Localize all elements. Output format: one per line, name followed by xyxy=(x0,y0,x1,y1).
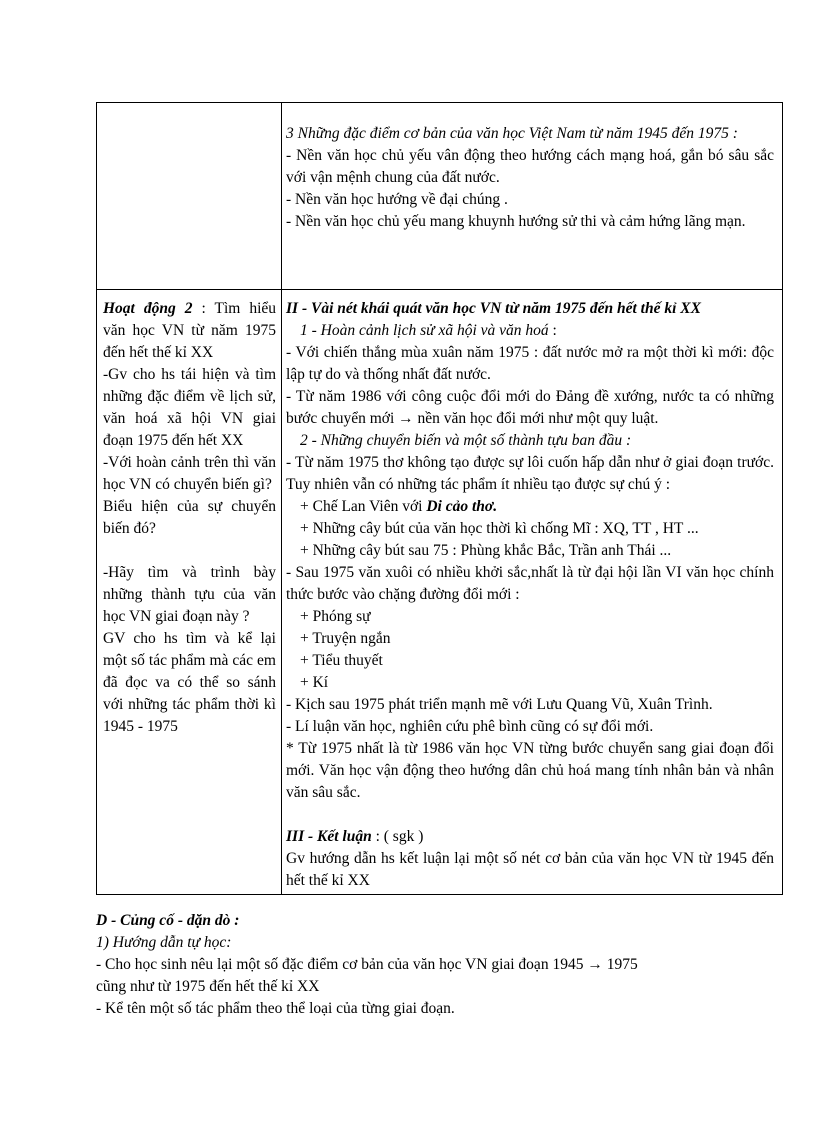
section-2-sub1 xyxy=(286,320,774,342)
paragraph: * Từ 1975 nhất là từ 1986 văn học VN từng bước chuyển sang giai đoạn đổi mới. Văn học vận động theo hướng dân chủ hoá mang tính nhân bản và nhân văn sâu sắc. xyxy=(286,740,774,801)
footer-heading: D - Củng cố - dặn dò : xyxy=(96,912,240,929)
section-3-item: - Nền văn học chủ yếu vân động theo hướng cách mạng hoá, gắn bó sâu sắc với vận mệnh chung của đất nước. xyxy=(286,147,774,186)
poet-name: + Chế Lan Viên với xyxy=(300,498,427,515)
sub1-text: 1 - Hoàn cảnh lịch sử xã hội và văn hoá xyxy=(300,322,549,339)
footer-line: - Kể tên một số tác phẩm theo thể loại của từng giai đoạn. xyxy=(96,1000,455,1017)
activity-2-question: -Với hoàn cảnh trên thì văn học VN có chuyển biến gì? xyxy=(103,454,276,493)
genre-item: + Kí xyxy=(300,674,329,691)
poet-item xyxy=(286,496,774,518)
activity-2-intro-text: : Tìm hiểu văn học VN từ năm 1975 đến hết thế kỉ XX xyxy=(103,300,277,361)
paragraph: - Từ năm 1975 thơ không tạo được sự lôi cuốn hấp dẫn như ở giai đoạn trước. Tuy nhiên vẫn có những tác phẩm ít nhiều tạo được sự chú ý : xyxy=(286,454,774,493)
activity-2-question: -Hãy tìm và trình bày những thành tựu của văn học VN giai đoạn này ? xyxy=(103,564,276,625)
footer-line: - Cho học sinh nêu lại một số đặc điểm cơ bản của văn học VN giai đoạn 1945 → 1975 xyxy=(96,956,638,973)
teacher-activity-cell xyxy=(97,290,282,895)
activity-2-title: Hoạt động 2 xyxy=(103,300,193,317)
poet-item: + Những cây bút sau 75 : Phùng khắc Bắc, Trần anh Thái ... xyxy=(300,542,672,559)
conclusion-text: Gv hướng dẫn hs kết luận lại một số nét cơ bản của văn học VN từ 1945 đến hết thế kỉ XX xyxy=(286,850,774,889)
lesson-table xyxy=(96,102,783,895)
activity-2-intro xyxy=(103,298,276,364)
poet-work: Di cảo thơ. xyxy=(426,498,498,515)
activity-2-question: Biểu hiện của sự chuyển biến đó? xyxy=(103,498,276,537)
section-3-item: - Nền văn học hướng về đại chúng . xyxy=(286,191,508,208)
paragraph: - Từ năm 1986 với công cuộc đổi mới do Đảng đề xướng, nước ta có những bước chuyển mới → nền văn học đổi mới như một quy luật. xyxy=(286,388,774,427)
paragraph: - Với chiến thắng mùa xuân năm 1975 : đất nước mở ra một thời kì mới: độc lập tự do và thống nhất đất nước. xyxy=(286,344,774,383)
conclusion-tail: : ( sgk ) xyxy=(371,828,424,845)
teacher-activity-cell xyxy=(97,103,282,290)
table-row xyxy=(97,290,783,895)
conclusion-heading-line xyxy=(286,826,774,848)
footer-line: cũng như từ 1975 đến hết thế kỉ XX xyxy=(96,978,320,995)
sub1-tail: : xyxy=(548,322,557,339)
paragraph: - Sau 1975 văn xuôi có nhiều khởi sắc,nhất là từ đại hội lần VI văn học chính thức bước vào chặng đường đổi mới : xyxy=(286,564,774,603)
footer-section xyxy=(96,910,756,1020)
conclusion-heading: III - Kết luận xyxy=(286,828,372,845)
section-2-heading: II - Vài nét khái quát văn học VN từ năm 1975 đến hết thế kỉ XX xyxy=(286,300,701,317)
table-row xyxy=(97,103,783,290)
paragraph: - Lí luận văn học, nghiên cứu phê bình cũng có sự đổi mới. xyxy=(286,718,654,735)
activity-2-question: -Gv cho hs tái hiện và tìm những đặc điểm về lịch sử, văn hoá xã hội VN giai đoạn 1975 đến hết XX xyxy=(103,366,276,449)
paragraph: - Kịch sau 1975 phát triển mạnh mẽ với Lưu Quang Vũ, Xuân Trình. xyxy=(286,696,713,713)
section-3-item: - Nền văn học chủ yếu mang khuynh hướng sử thi và cảm hứng lãng mạn. xyxy=(286,213,746,230)
activity-2-question: GV cho hs tìm và kể lại một số tác phẩm mà các em đã đọc va có thể so sánh với những tác phẩm thời kì 1945 - 1975 xyxy=(103,630,276,735)
content-cell xyxy=(282,290,783,895)
section-2-sub2: 2 - Những chuyển biến và một số thành tựu ban đầu : xyxy=(300,432,632,449)
footer-subheading: 1) Hướng dẫn tự học: xyxy=(96,934,232,951)
genre-item: + Truyện ngắn xyxy=(300,630,391,647)
section-3-heading: 3 Những đặc điểm cơ bản của văn học Việt Nam từ năm 1945 đến 1975 : xyxy=(286,125,738,142)
poet-item: + Những cây bút của văn học thời kì chống Mĩ : XQ, TT , HT ... xyxy=(300,520,699,537)
content-cell xyxy=(282,103,783,290)
genre-item: + Phóng sự xyxy=(300,608,371,625)
genre-item: + Tiểu thuyết xyxy=(300,652,383,669)
